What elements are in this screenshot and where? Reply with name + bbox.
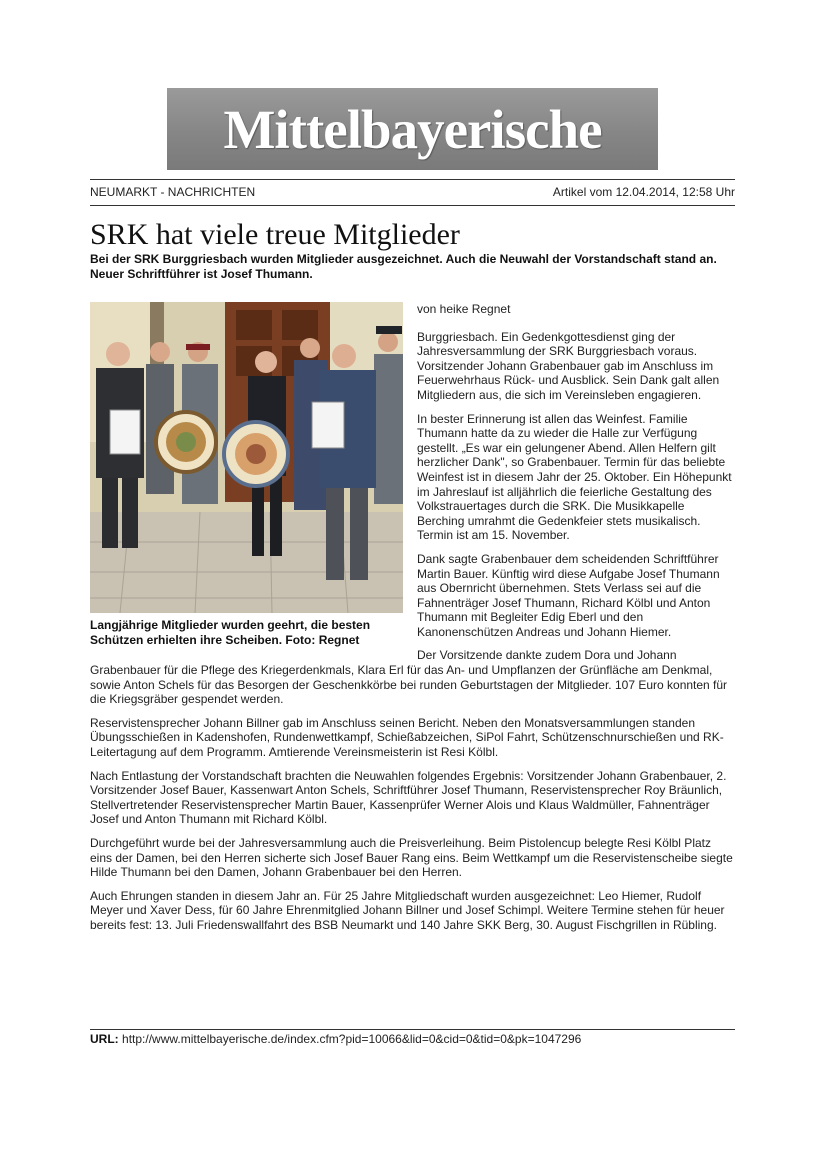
article-date: Artikel vom 12.04.2014, 12:58 Uhr [552,185,735,199]
article-lead: Bei der SRK Burggriesbach wurden Mitglieder ausgezeichnet. Auch die Neuwahl der Vorstandschaft stand an. Neuer Schriftführer ist Josef Thumann. [90,252,717,281]
article-photo [90,302,403,613]
photo-caption: Langjährige Mitglieder wurden geehrt, die besten Schützen erhielten ihre Scheiben. Foto: Regnet [90,618,371,647]
article-paragraph: Durchgeführt wurde bei der Jahresversammlung auch die Preisverleihung. Beim Pistolencup belegte Resi Kölbl Platz eins der Damen, bei den Herren sicherte sich Josef Bauer Rang eins. Beim Wettkampf um die Reservistenscheibe siegte Hilde Thumann bei den Damen, Johann Grabenbauer bei den Herren. [90,836,733,880]
article-author: von heike Regnet [417,302,511,316]
article-paragraph: Der Vorsitzende dankte zudem Dora und Johann Grabenbauer für die Pflege des Kriegerdenkmals, Klara Erl für das An- und Umpflanzen der Grünfläche am Denkmal, sowie Anton Schels für das Besorgen der Geschenkkörbe bei runden Geburtstagen der Mitglieder. 107 Euro konnten für die Kriegsgräber gespendet werden. [90,648,728,707]
masthead-logo [167,88,658,170]
logo-text: Mittelbayerische [223,98,602,160]
article-paragraph: Nach Entlastung der Vorstandschaft brachten die Neuwahlen folgendes Ergebnis: Vorsitzender Johann Grabenbauer, 2. Vorsitzender Josef Bauer, Kassenwart Anton Schels, Schriftführer Josef Thumann, Reservistensprecher Roy Bräunlich, Stellvertretender Reservistensprecher Martin Bauer, Kassenprüfer Werner Alois und Klaus Waldmüller, Fahnenträger Josef und Anton Thumann mit Richard Kölbl. [90,768,727,827]
top-divider [90,179,735,180]
article-paragraph: Dank sagte Grabenbauer dem scheidenden Schriftführer Martin Bauer. Künftig wird diese Aufgabe Josef Thumann aus Obernricht übernehmen. Stets Verlass sei auf die Fahnenträger Josef Thumann, Richard Kölbl und Anton Thumann mit Begleiter Edig Eberl und den Kanonenschützen Andreas und Johann Hiemer. [417,551,720,639]
article-paragraph: In bester Erinnerung ist allen das Weinfest. Familie Thumann hatte da zu wieder die Halle zur Verfügung gestellt. „Es war ein gelungener Abend. Allen Helfern gilt herzlicher Dank", so Grabenbauer. Termin für das beliebte Weinfest ist in diesem Jahr der 25. Oktober. Ein Höhepunkt im Jahreslauf ist alljährlich die feierliche Gestaltung des Volkstrauertages durch die SRK. Die Musikkapelle Berching umrahmt die Gedenkfeier stets musikalisch. Termin ist am 15. November. [417,411,732,543]
url-label: URL: [90,1032,119,1046]
article-url-line [90,1032,581,1046]
meta-divider [90,205,735,206]
article-paragraph: Burggriesbach. Ein Gedenkgottesdienst ging der Jahresversammlung der SRK Burggriesbach voraus. Vorsitzender Johann Grabenbauer gab im Anschluss im Feuerwehrhaus Rück- und Ausblick. Sein Dank galt allen Mitgliedern aus, die sich im Vereinsleben engagieren. [417,329,720,402]
article-paragraph: Auch Ehrungen standen in diesem Jahr an. Für 25 Jahre Mitgliedschaft wurden ausgezeichnet: Leo Hiemer, Rudolf Meyer und Xaver Dess, für 60 Jahre Ehrenmitglied Johann Billner und Josef Schimpl. Weitere Termine stehen für heuer bereits fest: 13. Juli Friedenswallfahrt des BSB Neumarkt und 140 Jahre SKK Berg, 30. August Fischgrillen in Rübling. [90,888,725,932]
article-url[interactable]: http://www.mittelbayerische.de/index.cfm?pid=10066&lid=0&cid=0&tid=0&pk=1047296 [122,1032,582,1046]
article-paragraph: Reservistensprecher Johann Billner gab im Anschluss seinen Bericht. Neben den Monatsversammlungen standen Übungsschießen in Kadenshofen, Rundenwettkampf, Schießabzeichen, SiPol Fahrt, Schützenschnurschießen und RK-Leitertagung auf dem Programm. Amtierende Vereinsmeisterin ist Resi Kölbl. [90,715,724,760]
article-headline: SRK hat viele treue Mitglieder [90,218,460,251]
footer-divider [90,1029,735,1030]
section-label: NEUMARKT - NACHRICHTEN [90,185,256,199]
